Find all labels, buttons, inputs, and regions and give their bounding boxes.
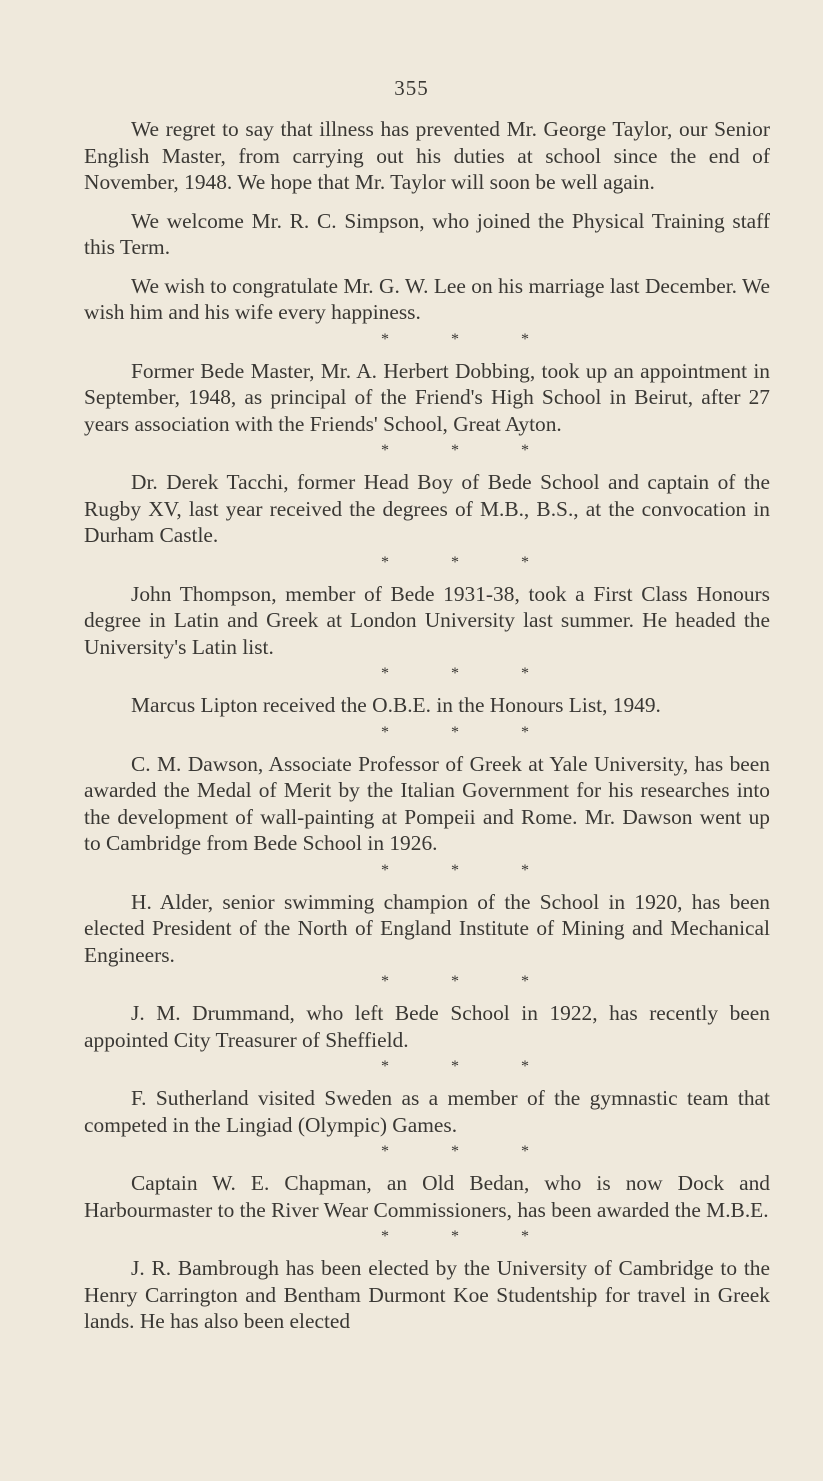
separator-star: *	[521, 723, 529, 741]
page-body	[84, 116, 770, 1335]
separator-star: *	[451, 330, 459, 348]
separator-star: *	[521, 1058, 529, 1075]
separator-stars	[84, 725, 770, 741]
separator-star: *	[451, 1143, 459, 1160]
separator-star: *	[451, 665, 459, 682]
separator-stars	[84, 974, 770, 990]
separator-star: *	[451, 861, 459, 879]
separator-star: *	[521, 665, 529, 682]
paragraph-chapman: Captain W. E. Chapman, an Old Bedan, who is now Dock and Harbourmaster to the River Wear Commissioners, has been awarded the M.B.E.	[84, 1171, 770, 1222]
paragraph-sutherland: F. Sutherland visited Sweden as a member of the gymnastic team that competed in the Lingiad (Olympic) Games.	[84, 1086, 770, 1137]
separator-star: *	[451, 553, 459, 571]
separator-star: *	[381, 1228, 389, 1245]
separator-star: *	[521, 1228, 529, 1245]
separator-star: *	[381, 553, 389, 571]
paragraph-lee-marriage: We wish to congratulate Mr. G. W. Lee on his marriage last December. We wish him and his wife every happiness.	[84, 273, 770, 324]
separator-stars	[84, 1229, 770, 1245]
separator-star: *	[521, 973, 529, 990]
separator-star: *	[521, 1143, 529, 1160]
separator-star: *	[451, 723, 459, 741]
separator-stars	[84, 666, 770, 682]
paragraph-thompson: John Thompson, member of Bede 1931-38, took a First Class Honours degree in Latin and Greek at London University last summer. He headed the University's Latin list.	[84, 581, 770, 659]
page-number: 355	[394, 76, 429, 100]
separator-star: *	[451, 442, 459, 459]
paragraph-drummand: J. M. Drummand, who left Bede School in 1922, has recently been appointed City Treasurer of Sheffield.	[84, 1001, 770, 1052]
separator-star: *	[521, 442, 529, 459]
separator-stars	[84, 1144, 770, 1160]
separator-stars	[84, 332, 770, 348]
paragraph-bambrough: J. R. Bambrough has been elected by the University of Cambridge to the Henry Carrington and Bentham Durmont Koe Studentship for travel in Greek lands. He has also been elected	[84, 1256, 770, 1333]
separator-star: *	[381, 330, 389, 348]
paragraph-dawson: C. M. Dawson, Associate Professor of Greek at Yale University, has been awarded the Medal of Merit by the Italian Government for his researches into the development of wall-painting at Pompeii and Rome. Mr. Dawson went up to Cambridge from Bede School in 1926.	[84, 751, 770, 855]
separator-star: *	[381, 861, 389, 879]
paragraph-dobbing: Former Bede Master, Mr. A. Herbert Dobbing, took up an appointment in September, 1948, as principal of the Friend's High School in Beirut, after 27 years association with the Friends' School, Great Ayton.	[84, 358, 770, 436]
separator-star: *	[381, 1143, 389, 1160]
separator-star: *	[381, 973, 389, 990]
separator-star: *	[451, 973, 459, 990]
separator-star: *	[381, 665, 389, 682]
paragraph-lipton: Marcus Lipton received the O.B.E. in the Honours List, 1949.	[131, 693, 661, 717]
paragraph-taylor-illness: We regret to say that illness has prevented Mr. George Taylor, our Senior English Master, from carrying out his duties at school since the end of November, 1948. We hope that Mr. Taylor will soon be well again.	[84, 117, 770, 194]
separator-star: *	[521, 861, 529, 879]
separator-star: *	[381, 1058, 389, 1075]
separator-stars	[84, 1059, 770, 1075]
separator-star: *	[381, 442, 389, 459]
separator-star: *	[381, 723, 389, 741]
separator-stars	[84, 863, 770, 879]
separator-star: *	[521, 553, 529, 571]
separator-star: *	[521, 330, 529, 348]
separator-star: *	[451, 1058, 459, 1075]
paragraph-simpson-welcome: We welcome Mr. R. C. Simpson, who joined the Physical Training staff this Term.	[84, 208, 770, 259]
paragraph-tacchi: Dr. Derek Tacchi, former Head Boy of Bede School and captain of the Rugby XV, last year received the degrees of M.B., B.S., at the convocation in Durham Castle.	[84, 470, 770, 547]
separator-stars	[84, 443, 770, 459]
separator-star: *	[451, 1228, 459, 1245]
separator-stars	[84, 555, 770, 571]
paragraph-alder: H. Alder, senior swimming champion of the School in 1920, has been elected President of the North of England Institute of Mining and Mechanical Engineers.	[84, 889, 770, 967]
